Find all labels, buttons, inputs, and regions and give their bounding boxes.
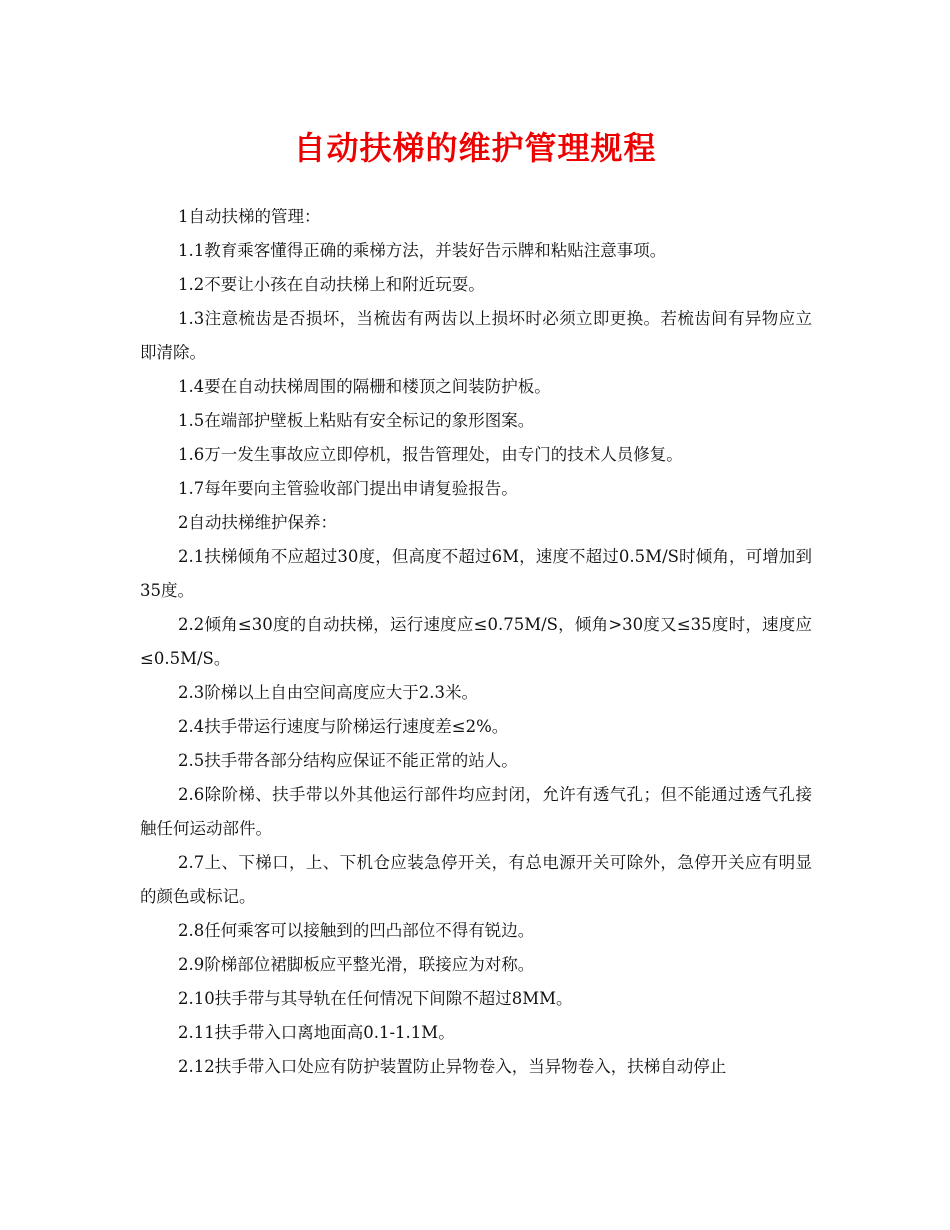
paragraph-2-5: 2.5扶手带各部分结构应保证不能正常的站人。: [178, 751, 518, 770]
paragraph-1-4: 1.4要在自动扶梯周围的隔栅和楼顶之间装防护板。: [178, 377, 551, 396]
paragraph-1-3: 1.3注意梳齿是否损坏，当梳齿有两齿以上损坏时必须立即更换。若梳齿间有异物应立即清除。: [140, 309, 812, 362]
paragraph-1: 1自动扶梯的管理：: [178, 207, 321, 226]
document-body: [140, 200, 812, 1084]
paragraph-2-8: 2.8任何乘客可以接触到的凹凸部位不得有锐边。: [178, 921, 535, 940]
paragraph-1-1: 1.1教育乘客懂得正确的乘梯方法，并装好告示牌和粘贴注意事项。: [178, 241, 667, 260]
paragraph-1-5: 1.5在端部护壁板上粘贴有安全标记的象形图案。: [178, 411, 535, 430]
document-title: 自动扶梯的维护管理规程: [293, 129, 657, 167]
paragraph-1-2: 1.2不要让小孩在自动扶梯上和附近玩耍。: [178, 275, 485, 294]
paragraph-2-11: 2.11扶手带入口离地面高0.1-1.1M。: [178, 1023, 455, 1042]
paragraph-2-6: 2.6除阶梯、扶手带以外其他运行部件均应封闭，允许有透气孔；但不能通过透气孔接触任何运动部件。: [140, 785, 812, 838]
paragraph-2: 2自动扶梯维护保养：: [178, 513, 337, 532]
paragraph-2-4: 2.4扶手带运行速度与阶梯运行速度差≤2%。: [178, 717, 509, 736]
paragraph-2-9: 2.9阶梯部位裙脚板应平整光滑，联接应为对称。: [178, 955, 535, 974]
paragraph-2-12: 2.12扶手带入口处应有防护装置防止异物卷入，当异物卷入，扶梯自动停止: [178, 1057, 727, 1076]
paragraph-2-3: 2.3阶梯以上自由空间高度应大于2.3米。: [178, 683, 478, 702]
paragraph-2-7: 2.7上、下梯口，上、下机仓应装急停开关，有总电源开关可除外，急停开关应有明显的颜色或标记。: [140, 853, 812, 906]
paragraph-1-7: 1.7每年要向主管验收部门提出申请复验报告。: [178, 479, 518, 498]
paragraph-2-10: 2.10扶手带与其导轨在任何情况下间隙不超过8MM。: [178, 989, 573, 1008]
paragraph-2-1: 2.1扶梯倾角不应超过30度，但高度不超过6M，速度不超过0.5M/S时倾角，可增加到35度。: [140, 547, 812, 600]
paragraph-2-2: 2.2倾角≤30度的自动扶梯，运行速度应≤0.75M/S，倾角>30度又≤35度时，速度应≤0.5M/S。: [140, 615, 812, 668]
paragraph-1-6: 1.6万一发生事故应立即停机，报告管理处，由专门的技术人员修复。: [178, 445, 683, 464]
